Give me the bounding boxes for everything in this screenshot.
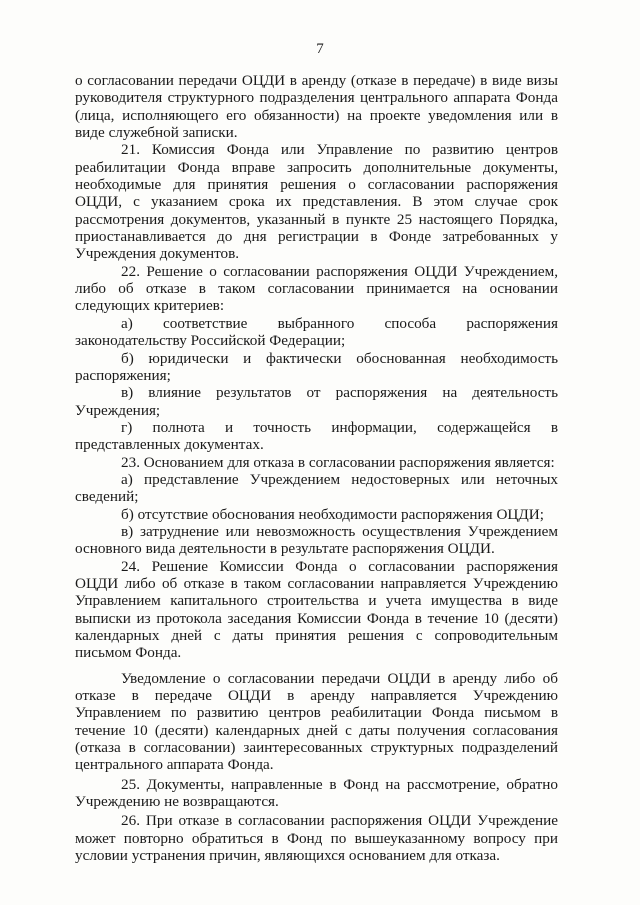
page-number: 7: [316, 41, 324, 57]
refusal-reason-v: в) затруднение или невозможность осуществления Учреждением основного вида деятельности в результате распоряжения ОЦДИ.: [75, 522, 558, 558]
criterion-g: г) полнота и точность информации, содержащейся в представленных документах.: [75, 418, 558, 454]
refusal-reason-a: а) представление Учреждением недостоверных или неточных сведений;: [75, 470, 558, 506]
paragraph-item-21: 21. Комиссия Фонда или Управление по развитию центров реабилитации Фонда вправе запросить дополнительные документы, необходимые для принятия решения о согласовании распоряжения ОЦДИ, с указанием срока их представления. В этом случае срок рассмотрения документов, указанный в пункте 25 настоящего Порядка, приостанавливается до дня регистрации в Фонде затребованных у Учреждения документов.: [75, 141, 558, 263]
paragraph-visa-continuation: о согласовании передачи ОЦДИ в аренду (отказе в передаче) в виде визы руководителя структурного подразделения центрального аппарата Фонда (лица, исполняющего его обязанности) на проекте уведомления или в виде служебной записки.: [75, 72, 558, 142]
paragraph-item-26: 26. При отказе в согласовании распоряжения ОЦДИ Учреждение может повторно обратиться в Фонд по вышеуказанному вопросу при условии устранения причин, являющихся основанием для отказа.: [75, 812, 558, 865]
paragraph-item-24: 24. Решение Комиссии Фонда о согласовании распоряжения ОЦДИ либо об отказе в таком согласовании направляется Учреждению Управлением капитального строительства и учета имущества в виде выписки из протокола заседания Комиссии Фонда в течение 10 (десяти) календарных дней с даты принятия решения с сопроводительным письмом Фонда.: [75, 557, 558, 662]
paragraph-item-23: 23. Основанием для отказа в согласовании распоряжения является:: [121, 453, 555, 471]
paragraph-item-22: 22. Решение о согласовании распоряжения ОЦДИ Учреждением, либо об отказе в таком согласовании принимается на основании следующих критериев:: [75, 262, 558, 315]
refusal-reason-b: б) отсутствие обоснования необходимости распоряжения ОЦДИ;: [121, 505, 544, 523]
paragraph-notification: Уведомление о согласовании передачи ОЦДИ в аренду либо об отказе в передаче ОЦДИ в аренду направляется Учреждению Управлением по развитию центров реабилитации Фонда письмом в течение 10 (десяти) календарных дней с даты получения согласования (отказа в согласовании) заинтересованных структурных подразделений центрального аппарата Фонда.: [75, 669, 558, 774]
criterion-a: а) соответствие выбранного способа распоряжения законодательству Российской Федерации;: [75, 314, 558, 350]
criterion-b: б) юридически и фактически обоснованная необходимость распоряжения;: [75, 349, 558, 384]
document-body: [75, 72, 558, 864]
paragraph-item-25: 25. Документы, направленные в Фонд на рассмотрение, обратно Учреждению не возвращаются.: [75, 775, 558, 811]
criterion-v: в) влияние результатов от распоряжения на деятельность Учреждения;: [75, 384, 558, 419]
